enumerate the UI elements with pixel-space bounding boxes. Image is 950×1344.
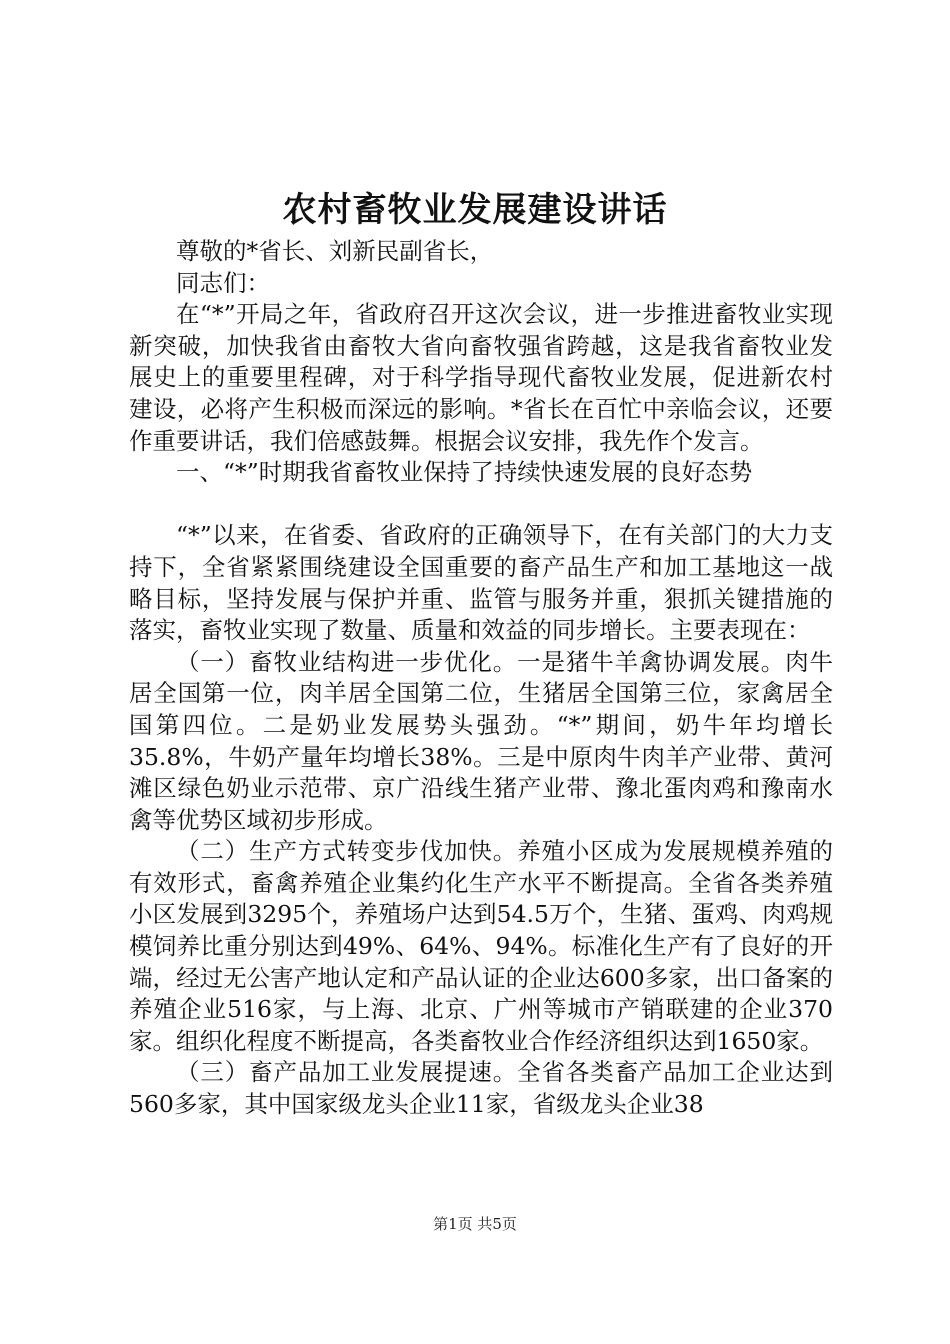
intro-paragraph: 在“*”开局之年，省政府召开这次会议，进一步推进畜牧业实现新突破，加快我省由畜牧大省向畜牧强省跨越，这是我省畜牧业发展史上的重要里程碑，对于科学指导现代畜牧业发展，促进新农村建设，必将产生积极而深远的影响。*省长在百忙中亲临会议，还要作重要讲话，我们倍感鼓舞。根据会议安排，我先作个发言。: [129, 300, 833, 455]
salutation-paragraph: 尊敬的*省长、刘新民副省长，: [176, 237, 494, 265]
page-footer: 第1页 共5页: [433, 1215, 517, 1233]
document-title: 农村畜牧业发展建设讲话: [282, 190, 668, 230]
point-two-paragraph: （二）生产方式转变步伐加快。养殖小区成为发展规模养殖的有效形式，畜禽养殖企业集约化生产水平不断提高。全省各类养殖小区发展到3295个，养殖场户达到54.5万个，生猪、蛋鸡、肉鸡规模饲养比重分别达到49%、64%、94%。标准化生产有了良好的开端，经过无公害产地认定和产品认证的企业达600多家，出口备案的养殖企业516家，与上海、北京、广州等城市产销联建的企业370家。组织化程度不断提高，各类畜牧业合作经济组织达到1650家。: [129, 837, 833, 1055]
section-heading: 一、“*”时期我省畜牧业保持了持续快速发展的良好态势: [176, 458, 753, 487]
overview-paragraph: “*”以来，在省委、省政府的正确领导下，在有关部门的大力支持下，全省紧紧围绕建设全国重要的畜产品生产和加工基地这一战略目标，坚持发展与保护并重、监管与服务并重，狠抓关键措施的落实，畜牧业实现了数量、质量和效益的同步增长。主要表现在：: [129, 521, 833, 645]
document-body: [129, 236, 833, 1121]
point-one-paragraph: （一）畜牧业结构进一步优化。一是猪牛羊禽协调发展。肉牛居全国第一位，肉羊居全国第二位，生猪居全国第三位，家禽居全国第四位。二是奶业发展势头强劲。“*”期间，奶牛年均增长35.8%，牛奶产量年均增长38%。三是中原肉牛肉羊产业带、黄河滩区绿色奶业示范带、京广沿线生猪产业带、豫北蛋肉鸡和豫南水禽等优势区域初步形成。: [129, 647, 833, 834]
greeting-paragraph: 同志们：: [176, 268, 270, 297]
point-three-paragraph: （三）畜产品加工业发展提速。全省各类畜产品加工企业达到560多家，其中国家级龙头企业11家，省级龙头企业38: [129, 1058, 833, 1119]
